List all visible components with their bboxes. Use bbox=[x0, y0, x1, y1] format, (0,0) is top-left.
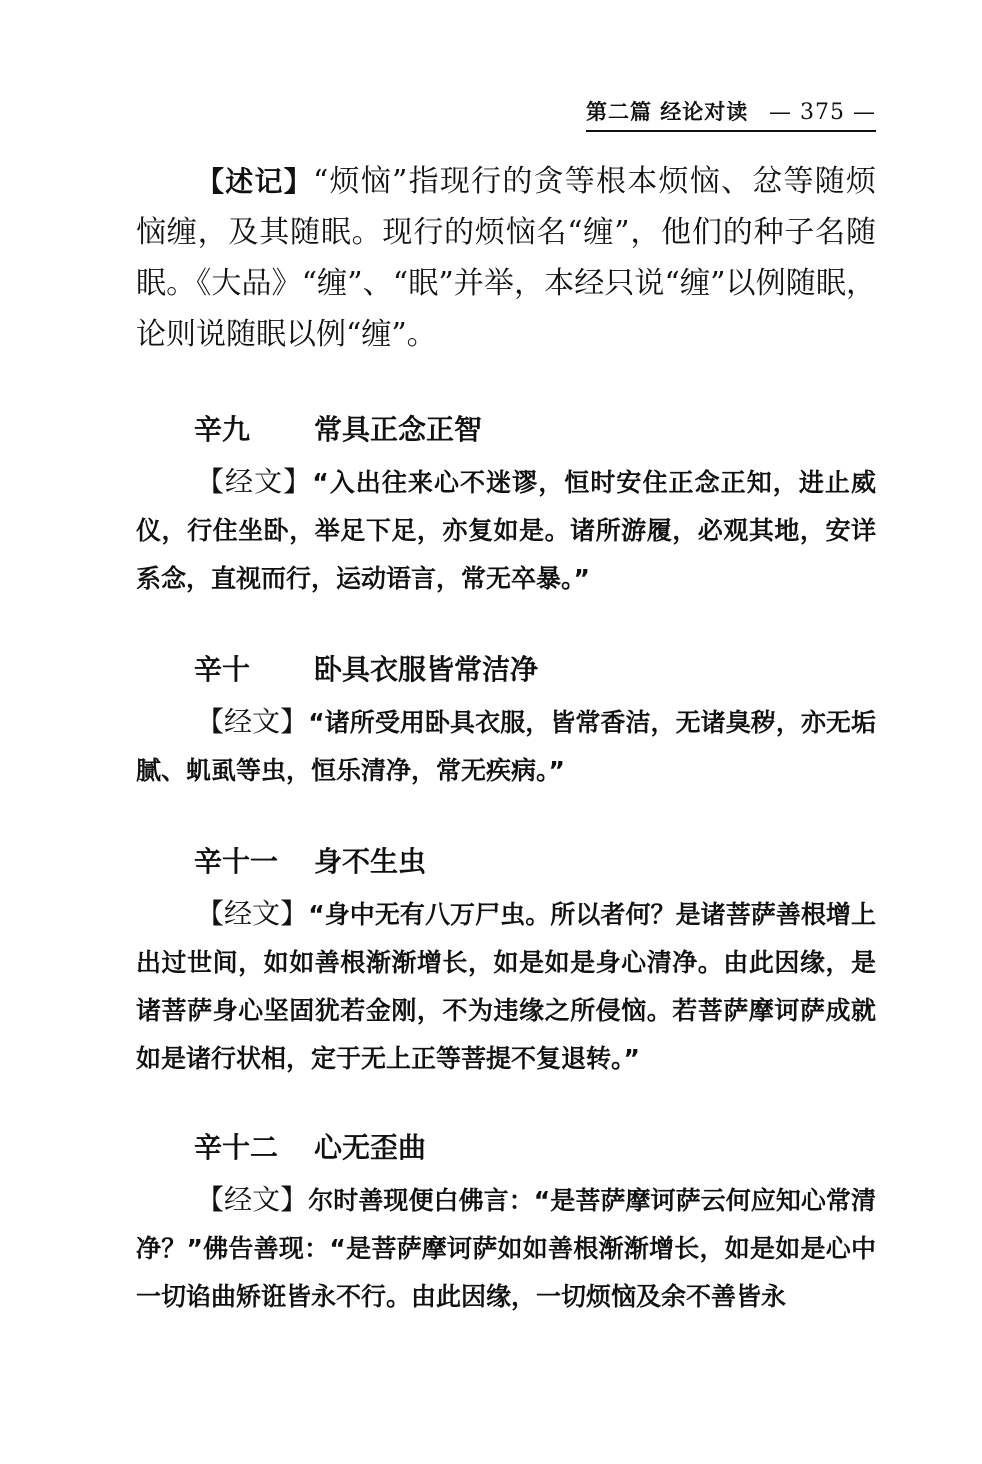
section-title: 身不生虫 bbox=[314, 845, 427, 878]
sutra-tag: 【经文】 bbox=[196, 1183, 309, 1216]
sutra-paragraph-12 bbox=[136, 1176, 876, 1321]
section-heading-12 bbox=[194, 1126, 426, 1166]
sutra-tag: 【经文】 bbox=[196, 465, 313, 498]
section-heading-11 bbox=[194, 840, 426, 880]
chapter-title: 第二篇 经论对读 bbox=[586, 100, 749, 124]
section-number: 辛十 bbox=[194, 653, 251, 686]
sutra-paragraph-10 bbox=[136, 698, 876, 795]
sutra-paragraph-11 bbox=[136, 890, 876, 1083]
section-heading-10 bbox=[194, 648, 538, 688]
sutra-text: “入出往来心不迷谬，恒时安住正念正知，进止威仪，行住坐卧，举足下足，亦复如是。诸所游履，必观其地，安详系念，直视而行，运动语言，常无卒暴。” bbox=[136, 468, 876, 593]
sutra-tag: 【经文】 bbox=[196, 705, 309, 738]
sutra-tag: 【经文】 bbox=[196, 897, 309, 930]
running-header bbox=[586, 96, 876, 132]
section-title: 卧具衣服皆常洁净 bbox=[314, 653, 539, 686]
sutra-text: 尔时善现便白佛言：“是菩萨摩诃萨云何应知心常清净？”佛告善现：“是菩萨摩诃萨如如善根渐渐增长，如是如是心中一切谄曲矫诳皆永不行。由此因缘，一切烦恼及余不善皆永 bbox=[136, 1186, 876, 1311]
commentary-text: “烦恼”指现行的贪等根本烦恼、忿等随烦恼缠，及其随眠。现行的烦恼名“缠”，他们的种子名随眠。《大品》“缠”、“眠”并举，本经只说“缠”以例随眠，论则说随眠以例“缠”。 bbox=[136, 164, 876, 352]
commentary-paragraph bbox=[136, 156, 876, 360]
section-title: 心无歪曲 bbox=[314, 1131, 427, 1164]
section-title: 常具正念正智 bbox=[314, 413, 483, 446]
section-number: 辛十二 bbox=[194, 1131, 279, 1164]
page-number: — 375 — bbox=[769, 100, 876, 125]
section-number: 辛十一 bbox=[194, 845, 279, 878]
section-number: 辛九 bbox=[194, 413, 251, 446]
sutra-text: “身中无有八万尸虫。所以者何？是诸菩萨善根增上出过世间，如如善根渐渐增长，如是如是身心清净。由此因缘，是诸菩萨身心坚固犹若金刚，不为违缘之所侵恼。若菩萨摩诃萨成就如是诸行状相，定于无上正等菩提不复退转。” bbox=[136, 900, 876, 1073]
sutra-paragraph-9 bbox=[136, 458, 876, 603]
section-heading-9 bbox=[194, 408, 482, 448]
sutra-text: “诸所受用卧具衣服，皆常香洁，无诸臭秽，亦无垢腻、虮虱等虫，恒乐清净，常无疾病。” bbox=[136, 708, 876, 785]
commentary-tag: 【述记】 bbox=[196, 165, 313, 198]
